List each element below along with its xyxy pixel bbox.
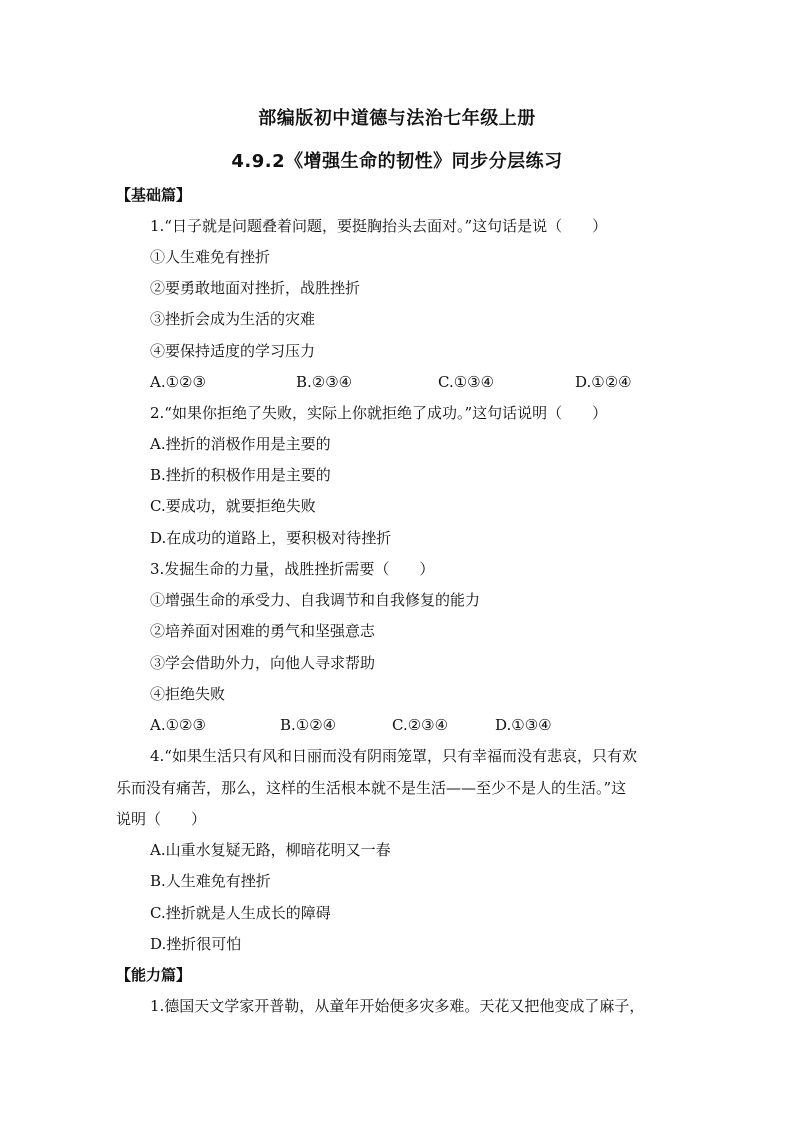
question-4-option-a: A.山重水复疑无路，柳暗花明又一春 — [150, 841, 391, 859]
question-1-item-3: ③挫折会成为生活的灾难 — [150, 310, 316, 328]
question-3-choice-d: D.①③④ — [495, 716, 552, 734]
question-1-choice-d: D.①②④ — [575, 373, 632, 391]
question-4-stem-line-3: 说明（ ） — [116, 810, 207, 828]
question-4-stem-line-2: 乐而没有痛苦，那么，这样的生活根本就不是生活——至少不是人的生活。”这 — [116, 779, 627, 797]
question-2-stem: 2.“如果你拒绝了失败，实际上你就拒绝了成功。”这句话说明（ ） — [150, 404, 608, 422]
question-2-option-c: C.要成功，就要拒绝失败 — [150, 497, 316, 515]
question-3-choice-a: A.①②③ — [150, 716, 206, 734]
question-4-option-d: D.挫折很可怕 — [150, 935, 242, 953]
question-3-choice-c: C.②③④ — [392, 716, 449, 734]
question-1-item-1: ①人生难免有挫折 — [150, 248, 271, 266]
document-title: 部编版初中道德与法治七年级上册 — [258, 108, 536, 129]
question-3-choice-b: B.①②④ — [280, 716, 337, 734]
question-3-stem: 3.发掘生命的力量，战胜挫折需要（ ） — [150, 560, 435, 578]
document-subtitle: 4.9.2《增强生命的韧性》同步分层练习 — [231, 151, 563, 172]
question-1-item-2: ②要勇敢地面对挫折，战胜挫折 — [150, 279, 361, 297]
question-1-stem: 1.“日子就是问题叠着问题，要挺胸抬头去面对。”这句话是说（ ） — [150, 217, 608, 235]
question-1-item-4: ④要保持适度的学习压力 — [150, 342, 316, 360]
question-3-item-2: ②培养面对困难的勇气和坚强意志 — [150, 622, 376, 640]
ability-question-1-stem-line-1: 1.德国天文学家开普勒，从童年开始便多灾多难。天花又把他变成了麻子， — [150, 997, 645, 1015]
section-heading-basic: 【基础篇】 — [116, 186, 192, 204]
question-2-option-d: D.在成功的道路上，要积极对待挫折 — [150, 529, 392, 547]
question-1-choice-a: A.①②③ — [150, 373, 206, 391]
question-2-option-a: A.挫折的消极作用是主要的 — [150, 435, 331, 453]
question-4-option-c: C.挫折就是人生成长的障碍 — [150, 904, 331, 922]
question-1-choice-c: C.①③④ — [438, 373, 495, 391]
question-4-option-b: B.人生难免有挫折 — [150, 872, 271, 890]
question-2-option-b: B.挫折的积极作用是主要的 — [150, 466, 331, 484]
question-4-stem-line-1: 4.“如果生活只有风和日丽而没有阴雨笼罩，只有幸福而没有悲哀，只有欢 — [150, 747, 637, 765]
question-1-choice-b: B.②③④ — [296, 373, 353, 391]
section-heading-ability: 【能力篇】 — [116, 966, 192, 984]
question-3-item-3: ③学会借助外力，向他人寻求帮助 — [150, 654, 376, 672]
question-3-item-1: ①增强生命的承受力、自我调节和自我修复的能力 — [150, 591, 481, 609]
question-3-item-4: ④拒绝失败 — [150, 685, 226, 703]
